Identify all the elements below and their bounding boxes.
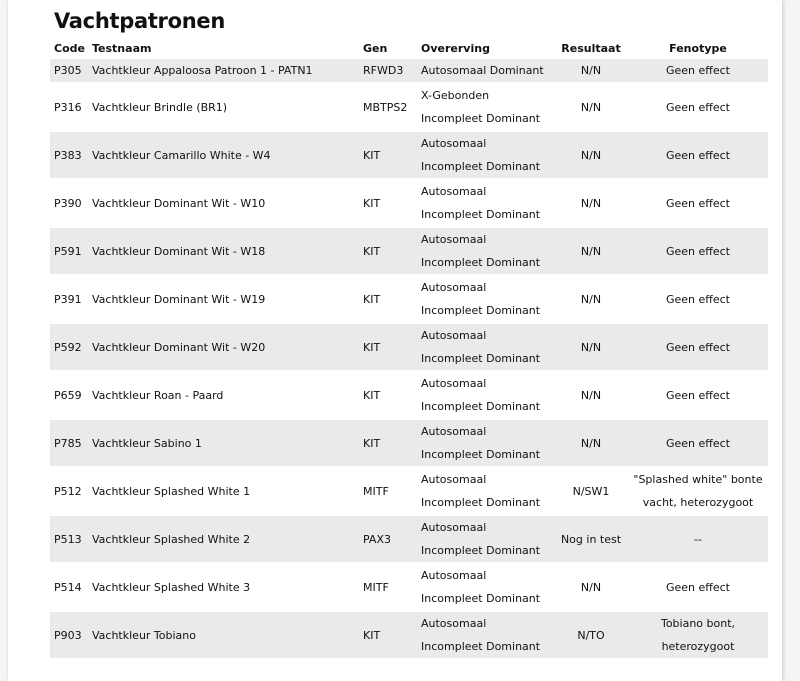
table-row [50,420,768,466]
cell-result: N/TO [554,612,628,658]
cell-result: N/N [580,580,602,594]
cell-gene: MITF [363,484,389,498]
cell-result: N/N [554,59,628,82]
cell-code: P591 [50,228,88,274]
cell-inheritance: X-Gebonden Incompleet Dominant [421,89,541,125]
cell-result: Nog in test [554,516,628,562]
cell-gene: MITF [363,580,389,594]
cell-phenotype: Geen effect [665,388,730,402]
results-table [50,37,768,660]
table-row [50,516,768,562]
header-phenotype: Fenotype [669,41,727,55]
cell-gene: KIT [359,612,417,658]
cell-code: P785 [50,420,88,466]
table-row [50,372,768,418]
cell-gene: KIT [363,292,381,306]
cell-code: P659 [54,388,82,402]
cell-inheritance: Autosomaal Incompleet Dominant [421,377,541,413]
cell-code: P514 [54,580,82,594]
cell-test-name: Vachtkleur Camarillo White - W4 [88,132,359,178]
table-row [50,59,768,82]
cell-code: P305 [50,59,88,82]
cell-gene: MBTPS2 [363,100,408,114]
cell-phenotype: Geen effect [628,420,768,466]
cell-phenotype: Geen effect [628,59,768,82]
cell-gene: KIT [363,388,381,402]
cell-test-name: Vachtkleur Brindle (BR1) [92,100,228,114]
cell-test-name: Vachtkleur Tobiano [88,612,359,658]
cell-gene: KIT [363,196,381,210]
cell-phenotype: Tobiano bont, heterozygoot [628,612,768,658]
header-code: Code [54,41,85,55]
cell-gene: KIT [359,324,417,370]
cell-result: N/N [580,292,602,306]
cell-inheritance: Autosomaal Incompleet Dominant [417,420,554,466]
table-row [50,564,768,610]
table-row [50,84,768,130]
cell-code: P592 [50,324,88,370]
cell-test-name: Vachtkleur Splashed White 1 [92,484,251,498]
cell-test-name: Vachtkleur Appaloosa Patroon 1 - PATN1 [88,59,359,82]
cell-test-name: Vachtkleur Sabino 1 [88,420,359,466]
cell-inheritance: Autosomaal Dominant [417,59,554,82]
cell-inheritance: Autosomaal Incompleet Dominant [417,612,554,658]
cell-phenotype: "Splashed white" bonte vacht, heterozygoot [633,473,763,509]
cell-code: P390 [54,196,82,210]
cell-result: N/N [554,228,628,274]
table-row [50,324,768,370]
table-header-row [50,39,768,57]
cell-result: N/N [554,420,628,466]
table-row [50,180,768,226]
cell-phenotype: -- [628,516,768,562]
cell-result: N/SW1 [572,484,610,498]
cell-test-name: Vachtkleur Roan - Paard [92,388,224,402]
cell-code: P513 [50,516,88,562]
cell-test-name: Vachtkleur Splashed White 3 [92,580,251,594]
cell-code: P903 [50,612,88,658]
cell-inheritance: Autosomaal Incompleet Dominant [421,569,541,605]
cell-gene: KIT [359,420,417,466]
cell-gene: KIT [359,132,417,178]
cell-result: N/N [580,388,602,402]
table-row [50,228,768,274]
cell-phenotype: Geen effect [628,132,768,178]
cell-phenotype: Geen effect [665,580,730,594]
cell-gene: RFWD3 [359,59,417,82]
cell-gene: PAX3 [359,516,417,562]
cell-phenotype: Geen effect [665,100,730,114]
cell-inheritance: Autosomaal Incompleet Dominant [417,516,554,562]
cell-code: P391 [54,292,82,306]
document-page [8,0,782,681]
cell-test-name: Vachtkleur Dominant Wit - W20 [88,324,359,370]
cell-result: N/N [554,324,628,370]
cell-phenotype: Geen effect [665,196,730,210]
header-result: Resultaat [561,41,621,55]
cell-inheritance: Autosomaal Incompleet Dominant [421,185,541,221]
table-row [50,468,768,514]
cell-test-name: Vachtkleur Dominant Wit - W10 [92,196,266,210]
page-title: Vachtpatronen [54,9,225,33]
table-row [50,276,768,322]
cell-inheritance: Autosomaal Incompleet Dominant [417,228,554,274]
cell-phenotype: Geen effect [628,324,768,370]
cell-test-name: Vachtkleur Splashed White 2 [88,516,359,562]
header-test-name: Testnaam [92,41,152,55]
table-row [50,132,768,178]
cell-test-name: Vachtkleur Dominant Wit - W19 [92,292,266,306]
cell-inheritance: Autosomaal Incompleet Dominant [417,132,554,178]
cell-code: P383 [50,132,88,178]
cell-result: N/N [580,196,602,210]
cell-phenotype: Geen effect [665,292,730,306]
cell-phenotype: Geen effect [628,228,768,274]
cell-test-name: Vachtkleur Dominant Wit - W18 [88,228,359,274]
header-gene: Gen [363,41,388,55]
cell-result: N/N [554,132,628,178]
cell-inheritance: Autosomaal Incompleet Dominant [421,281,541,317]
cell-code: P512 [54,484,82,498]
header-inheritance: Overerving [421,41,490,55]
cell-inheritance: Autosomaal Incompleet Dominant [417,324,554,370]
cell-inheritance: Autosomaal Incompleet Dominant [421,473,541,509]
cell-gene: KIT [359,228,417,274]
cell-code: P316 [54,100,82,114]
cell-result: N/N [580,100,602,114]
table-row [50,612,768,658]
